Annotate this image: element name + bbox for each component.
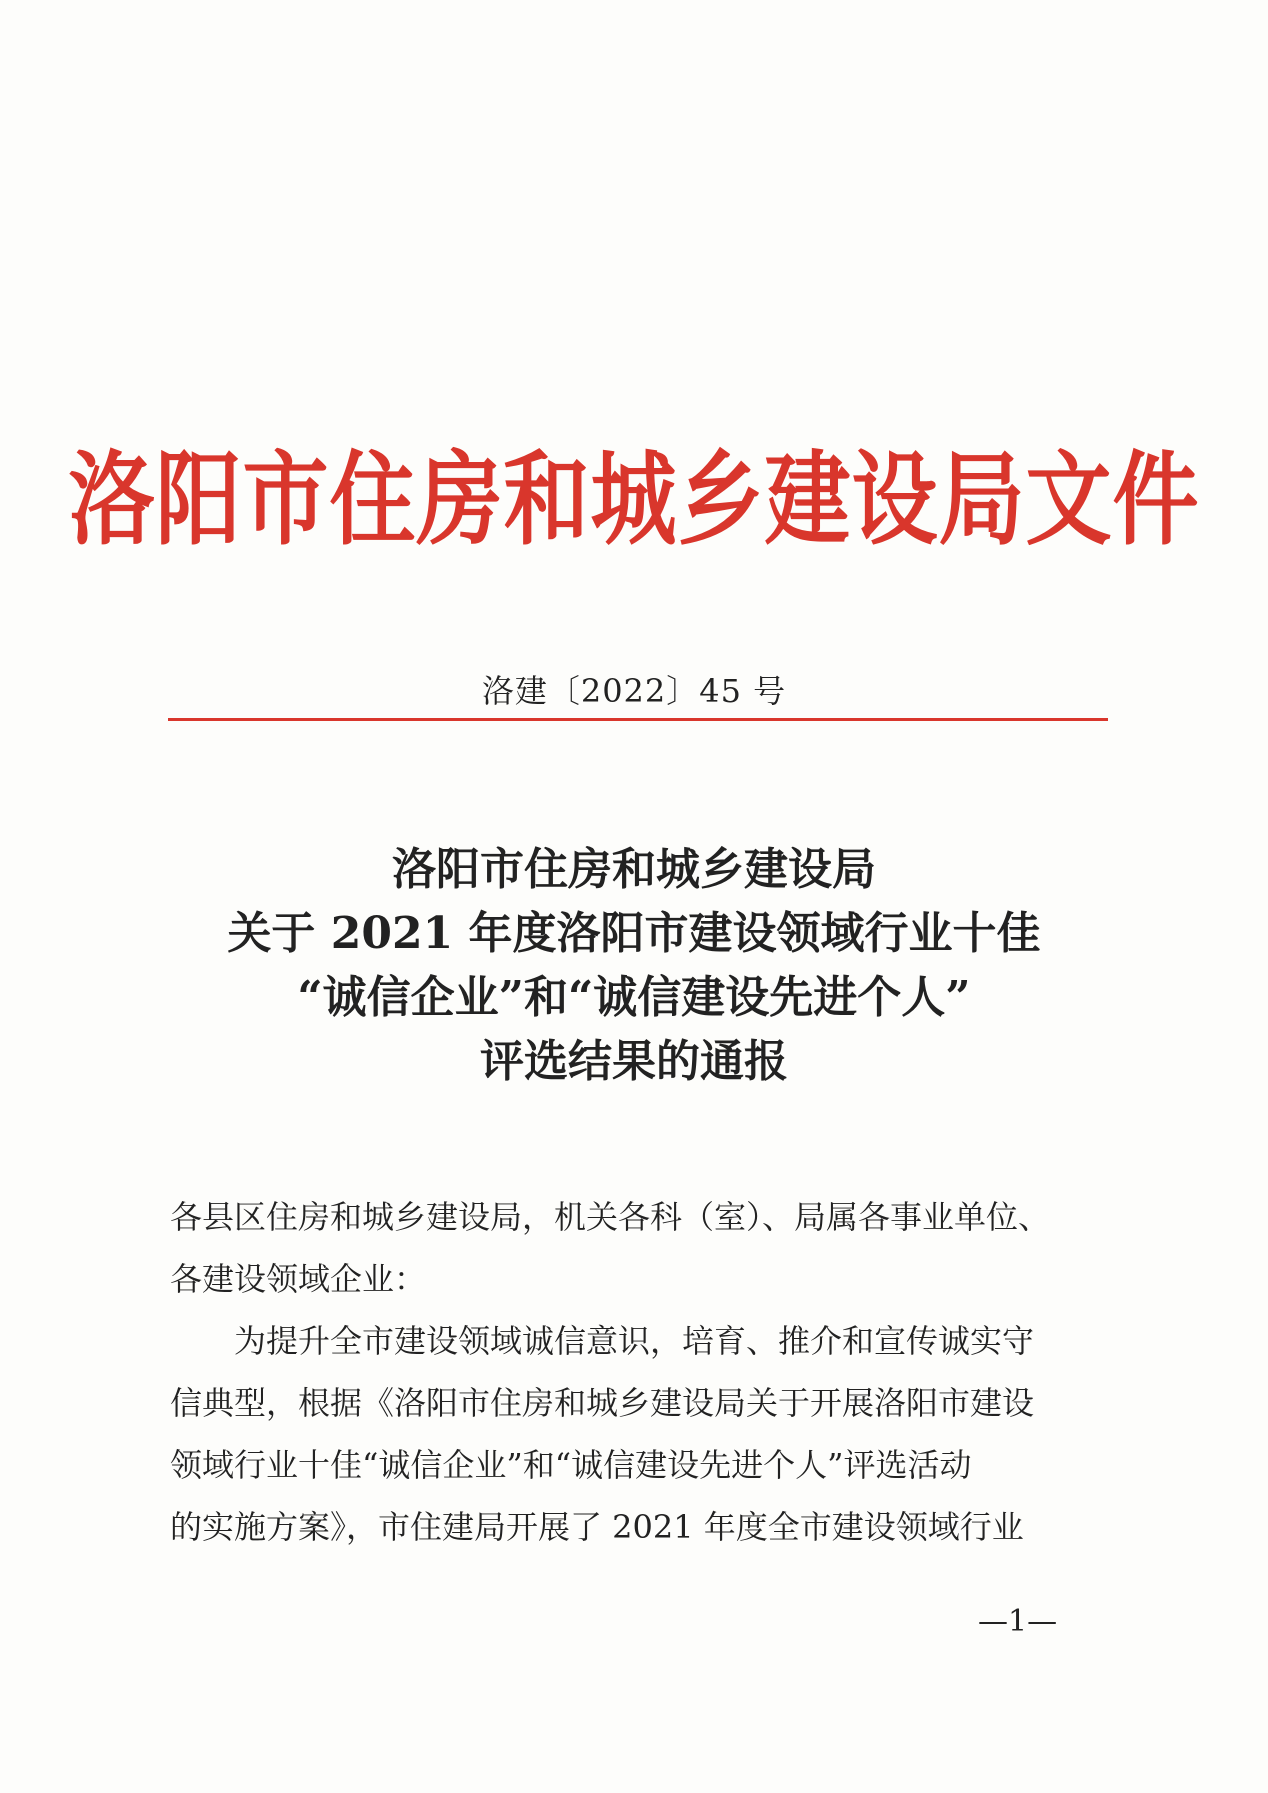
title-line: 评选结果的通报 — [480, 1036, 788, 1087]
document-number: 洛建〔2022〕45 号 — [481, 672, 787, 710]
body-line-salutation: 各县区住房和城乡建设局，机关各科（室）、局属各事业单位、 — [170, 1198, 1051, 1236]
body-line-salutation-cont: 各建设领域企业： — [170, 1260, 427, 1298]
document-title — [0, 838, 1268, 1094]
title-line: 洛阳市住房和城乡建设局 — [392, 844, 876, 895]
issuer-banner-title: 洛阳市住房和城乡建设局文件 — [68, 441, 1200, 560]
title-line: 关于 2021 年度洛阳市建设领域行业十佳 — [227, 908, 1041, 959]
body-line: 领域行业十佳“诚信企业”和“诚信建设先进个人”评选活动 — [170, 1446, 972, 1484]
page-number: —1— — [978, 1604, 1058, 1639]
title-line: “诚信企业”和“诚信建设先进个人” — [297, 972, 971, 1023]
body-line: 的实施方案》，市住建局开展了 2021 年度全市建设领域行业 — [170, 1508, 1024, 1546]
body-line: 为提升全市建设领域诚信意识，培育、推介和宣传诚实守 — [234, 1322, 1035, 1360]
body-line: 信典型，根据《洛阳市住房和城乡建设局关于开展洛阳市建设 — [170, 1384, 1035, 1422]
red-divider-line — [168, 718, 1108, 721]
